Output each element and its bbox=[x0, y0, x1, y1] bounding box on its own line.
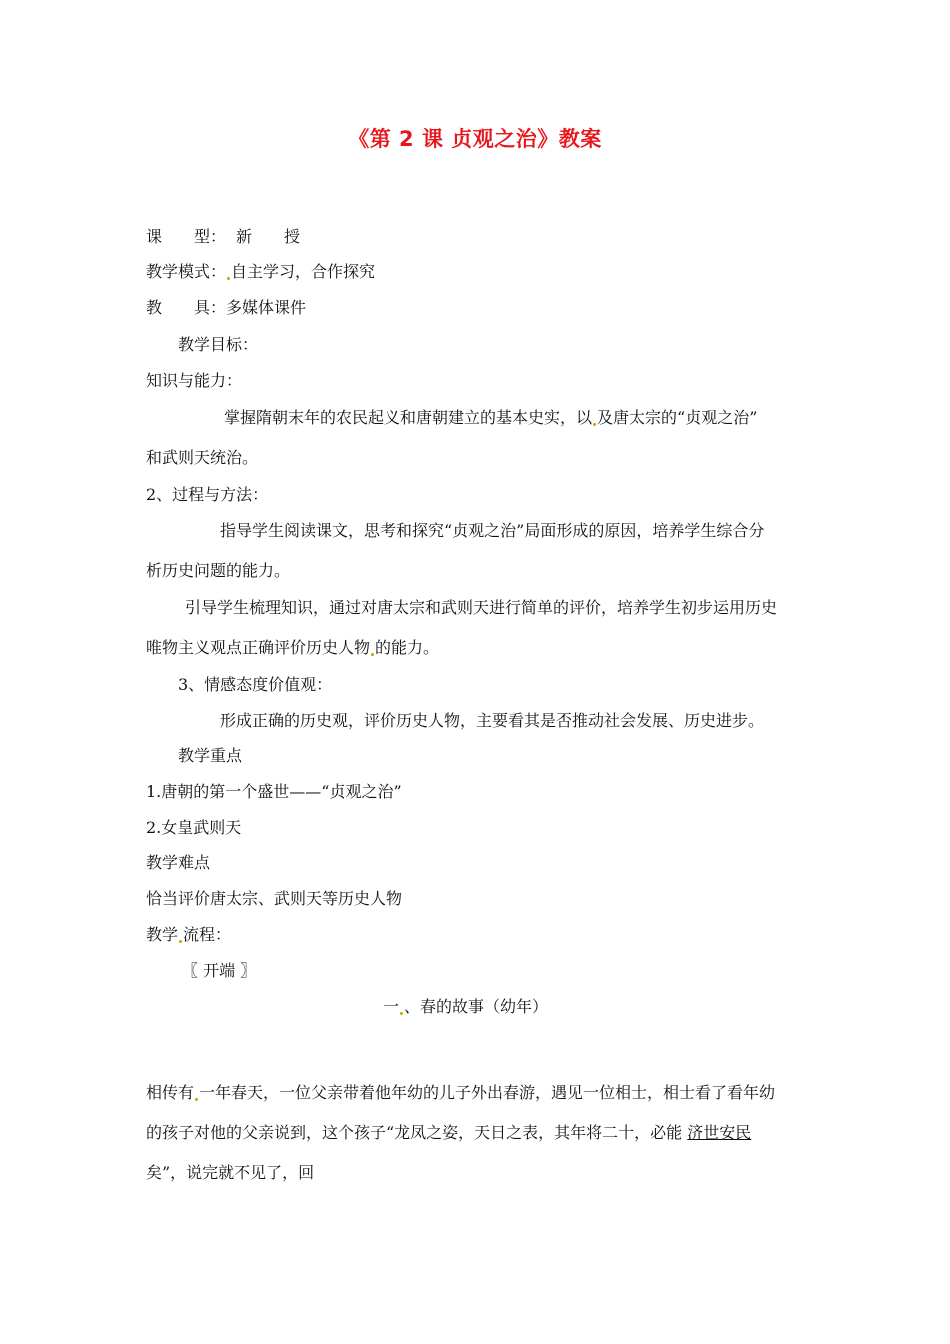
teaching-tools-label: 教 具： bbox=[146, 298, 227, 317]
process-text-line-2: 析历史问题的能力。 bbox=[146, 561, 291, 580]
process-text-line-3: 引导学生梳理知识，通过对唐太宗和武则天进行简单的评价，培养学生初步运用历史 bbox=[185, 598, 778, 617]
flow-heading-part: 教学 bbox=[146, 925, 179, 944]
lesson-type-label: 课 型： bbox=[146, 227, 227, 246]
objectives-heading: 教学目标： bbox=[178, 335, 259, 354]
section-heading-part: 、春的故事（幼年） bbox=[404, 997, 549, 1016]
attitude-heading: 3、情感态度价值观： bbox=[178, 675, 333, 694]
process-text-part: 的能力。 bbox=[375, 638, 440, 657]
flow-heading bbox=[146, 924, 231, 946]
key-points-heading: 教学重点 bbox=[178, 746, 243, 765]
section-heading-part: 一 bbox=[383, 997, 400, 1016]
story-line-2 bbox=[146, 1122, 751, 1144]
attitude-text: 形成正确的历史观，评价历史人物，主要看其是否推动社会发展、历史进步。 bbox=[220, 711, 765, 730]
story-line-1 bbox=[146, 1082, 775, 1104]
key-point-item-1: 1.唐朝的第一个盛世——“贞观之治” bbox=[146, 782, 402, 801]
mark-dot bbox=[227, 277, 230, 280]
knowledge-text-part: 掌握隋朝末年的农民起义和唐朝建立的基本史实，以 bbox=[224, 408, 593, 427]
mark-dot bbox=[179, 940, 182, 943]
teaching-mode-label: 教学模式： bbox=[146, 262, 227, 281]
difficulty-heading: 教学难点 bbox=[146, 853, 211, 872]
mark-dot bbox=[593, 423, 596, 426]
teaching-mode-value: 自主学习，合作探究 bbox=[231, 262, 376, 281]
process-heading: 2、过程与方法： bbox=[146, 485, 269, 504]
opening-label: 〖 开端 〗 bbox=[182, 961, 257, 980]
teaching-tools-line bbox=[146, 297, 306, 319]
process-text-line-1: 指导学生阅读课文，思考和探究“贞观之治”局面形成的原因，培养学生综合分 bbox=[220, 521, 765, 540]
knowledge-text-part: 及唐太宗的“贞观之治” bbox=[597, 408, 758, 427]
knowledge-text-line-2: 和武则天统治。 bbox=[146, 448, 259, 467]
difficulty-text: 恰当评价唐太宗、武则天等历史人物 bbox=[146, 889, 403, 908]
process-text-part: 唯物主义观点正确评价历史人物 bbox=[146, 638, 371, 657]
underlined-phrase: 济世安民 bbox=[687, 1123, 752, 1142]
flow-heading-part: 流程： bbox=[183, 925, 232, 944]
mark-dot bbox=[371, 653, 374, 656]
knowledge-heading: 知识与能力： bbox=[146, 371, 243, 390]
key-point-item-2: 2.女皇武则天 bbox=[146, 818, 242, 837]
story-line-3: 矣”，说完就不见了，回 bbox=[146, 1163, 315, 1182]
story-text-part: 相传有 bbox=[146, 1083, 195, 1102]
process-text-line-4 bbox=[146, 637, 439, 659]
mark-dot bbox=[400, 1012, 403, 1015]
story-text-part: 的孩子对他的父亲说到，这个孩子“龙凤之姿，天日之表，其年将二十，必能 bbox=[146, 1123, 688, 1142]
mark-dot bbox=[195, 1098, 198, 1101]
document-title: 《第 2 课 贞观之治》教案 bbox=[348, 127, 602, 151]
teaching-mode-line bbox=[146, 261, 375, 283]
lesson-type-line bbox=[146, 226, 300, 248]
knowledge-text-line-1 bbox=[224, 407, 757, 429]
section-heading bbox=[383, 996, 548, 1018]
story-text-part: 一年春天，一位父亲带着他年幼的儿子外出春游，遇见一位相士，相士看了看年幼 bbox=[199, 1083, 776, 1102]
lesson-type-value: 新 授 bbox=[236, 227, 301, 246]
teaching-tools-value: 多媒体课件 bbox=[226, 298, 307, 317]
